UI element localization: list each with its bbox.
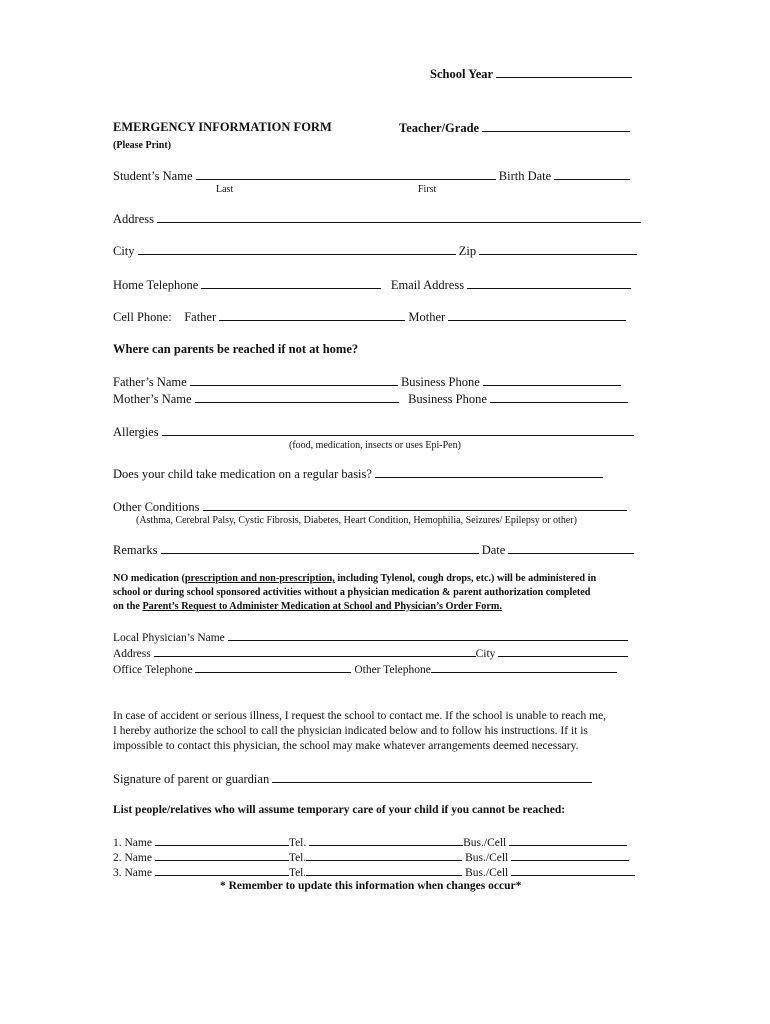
date-field[interactable] <box>508 542 634 554</box>
cell-father-label: Father <box>184 310 217 324</box>
notice-text: NO medication ( <box>113 573 185 584</box>
allergies-field[interactable] <box>162 424 634 436</box>
other-telephone-label: Other Telephone <box>354 664 431 676</box>
father-row <box>113 374 658 390</box>
remarks-field[interactable] <box>161 542 479 554</box>
remarks-row <box>113 542 658 558</box>
relative-3-bus-field[interactable] <box>511 864 635 876</box>
medication-notice-line2: school or during school sponsored activities without a physician medication & parent authorization completed <box>113 587 591 598</box>
father-name-field[interactable] <box>190 374 398 386</box>
mother-name-label: Mother’s Name <box>113 392 192 406</box>
allergies-row <box>113 424 658 440</box>
relative-1-name-label: 1. Name <box>113 837 152 849</box>
parents-heading: Where can parents be reached if not at home? <box>113 342 359 356</box>
home-telephone-field[interactable] <box>201 277 381 289</box>
cell-phone-row <box>113 309 658 325</box>
relative-2-tel-label: Tel. <box>288 852 307 864</box>
address-row <box>113 211 658 227</box>
relative-1-bus-field[interactable] <box>509 834 627 846</box>
signature-field[interactable] <box>272 771 592 783</box>
relative-2-bus-field[interactable] <box>511 849 629 861</box>
relative-1-tel-label: Tel. <box>288 837 307 849</box>
other-conditions-field[interactable] <box>203 499 627 511</box>
mother-business-label: Business Phone <box>408 392 487 406</box>
city-field[interactable] <box>138 243 456 255</box>
remarks-label: Remarks <box>113 543 158 557</box>
relatives-heading: List people/relatives who will assume temporary care of your child if you cannot be reached: <box>113 804 566 816</box>
zip-field[interactable] <box>479 243 637 255</box>
mother-row <box>113 391 658 407</box>
birth-date-label: Birth Date <box>498 169 552 183</box>
home-email-row <box>113 277 658 293</box>
relative-3-tel-field[interactable] <box>306 864 462 876</box>
relative-2-tel-field[interactable] <box>306 849 462 861</box>
email-field[interactable] <box>467 277 631 289</box>
cell-mother-label: Mother <box>408 310 446 324</box>
relative-2-name-label: 2. Name <box>113 852 152 864</box>
signature-label: Signature of parent or guardian <box>113 772 270 786</box>
relative-1-bus-label: Bus./Cell <box>463 837 507 849</box>
conditions-hint: (Asthma, Cerebral Palsy, Cystic Fibrosis, Diabetes, Heart Condition, Hemophilia, Seizures/ Epilepsy or other) <box>136 515 577 526</box>
relative-1-tel-field[interactable] <box>309 834 463 846</box>
teacher-grade-label: Teacher/Grade <box>399 121 480 135</box>
school-year-label: School Year <box>430 67 493 81</box>
relative-3-bus-label: Bus./Cell <box>465 867 509 879</box>
city-zip-row <box>113 243 658 259</box>
office-telephone-field[interactable] <box>195 661 351 673</box>
cell-phone-label: Cell Phone: <box>113 310 172 324</box>
student-name-row <box>113 168 658 184</box>
medication-question: Does your child take medication on a regular basis? <box>113 467 372 481</box>
relative-3-tel-label: Tel. <box>288 867 307 879</box>
father-business-field[interactable] <box>483 374 621 386</box>
authorization-line3: impossible to contact this physician, the school may make whatever arrangements deemed necessary. <box>113 740 579 752</box>
mother-name-field[interactable] <box>195 391 399 403</box>
zip-label: Zip <box>458 244 477 258</box>
form-title: EMERGENCY INFORMATION FORM <box>113 120 332 134</box>
physician-name-label: Local Physician’s Name <box>113 632 225 644</box>
physician-name-field[interactable] <box>228 629 628 641</box>
notice-text: on the <box>113 601 143 612</box>
physician-address-row <box>113 645 658 662</box>
father-business-label: Business Phone <box>400 375 480 389</box>
allergies-hint: (food, medication, insects or uses Epi-Pen) <box>289 440 461 451</box>
physician-address-label: Address <box>113 648 151 660</box>
relative-3-name-field[interactable] <box>155 864 289 876</box>
relative-3-name-label: 3. Name <box>113 867 152 879</box>
allergies-label: Allergies <box>113 425 159 439</box>
physician-city-label: City <box>475 648 496 660</box>
other-telephone-field[interactable] <box>431 661 617 673</box>
address-field[interactable] <box>157 211 641 223</box>
relative-2-name-field[interactable] <box>155 849 289 861</box>
relative-1-name-field[interactable] <box>155 834 289 846</box>
address-label: Address <box>113 212 154 226</box>
authorization-line2: I hereby authorize the school to call the physician indicated below and to follow his instructions. If it is <box>113 725 588 737</box>
other-conditions-row <box>113 499 658 515</box>
student-name-label: Student’s Name <box>113 169 193 183</box>
cell-mother-field[interactable] <box>448 309 626 321</box>
teacher-grade-row <box>399 120 649 136</box>
last-name-hint: Last <box>216 184 234 195</box>
cell-father-field[interactable] <box>219 309 405 321</box>
mother-business-field[interactable] <box>490 391 628 403</box>
birth-date-field[interactable] <box>554 168 630 180</box>
relative-2-bus-label: Bus./Cell <box>465 852 509 864</box>
medication-row <box>113 466 658 482</box>
notice-form-name: Parent’s Request to Administer Medication at School and Physician’s Order Form. <box>142 601 502 612</box>
first-name-hint: First <box>418 184 437 195</box>
notice-text: including Tylenol, cough drops, etc.) will be administered in <box>334 573 597 584</box>
update-reminder: * Remember to update this information when changes occur* <box>220 880 522 892</box>
date-label: Date <box>481 543 506 557</box>
physician-phone-row <box>113 661 658 678</box>
medication-field[interactable] <box>375 466 603 478</box>
father-name-label: Father’s Name <box>113 375 187 389</box>
medication-notice-line3 <box>113 600 658 614</box>
city-label: City <box>113 244 135 258</box>
school-year-field[interactable] <box>496 66 632 78</box>
student-name-field[interactable] <box>196 168 496 180</box>
email-label: Email Address <box>390 278 465 292</box>
physician-name-row <box>113 629 658 646</box>
school-year-row <box>430 66 650 82</box>
authorization-line1: In case of accident or serious illness, I request the school to contact me. If the school is unable to reach me, <box>113 710 607 722</box>
office-telephone-label: Office Telephone <box>113 664 193 676</box>
teacher-grade-field[interactable] <box>482 120 630 132</box>
please-print-note: (Please Print) <box>113 140 172 151</box>
home-telephone-label: Home Telephone <box>113 278 199 292</box>
physician-city-field[interactable] <box>498 645 628 657</box>
signature-row <box>113 771 658 787</box>
notice-underlined-text: prescription and non-prescription, <box>184 573 335 584</box>
physician-address-field[interactable] <box>154 645 476 657</box>
medication-notice-line1 <box>113 572 658 586</box>
other-conditions-label: Other Conditions <box>113 500 200 514</box>
